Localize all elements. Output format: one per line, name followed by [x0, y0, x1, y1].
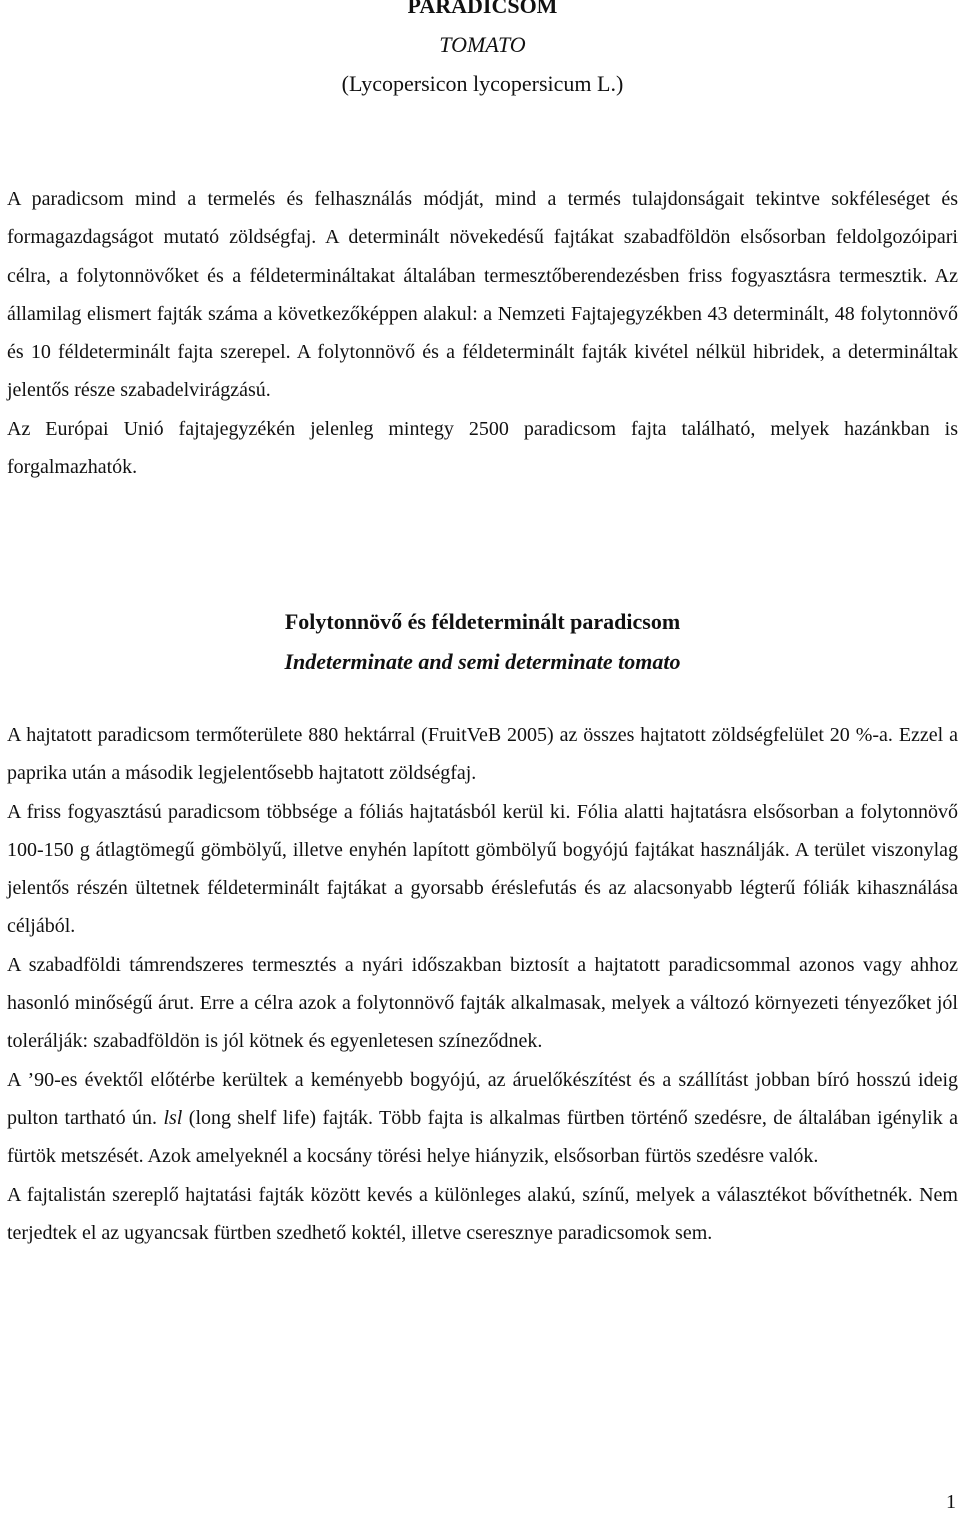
document-subtitle-english: TOMATO	[439, 32, 526, 57]
title-block	[7, 0, 958, 103]
paragraph-text: A ’90-es évektől előtérbe kerültek a keményebb bogyójú, az áruelőkészítést és a szállítást jobban bíró hosszú ideig pulton tartható ún.	[7, 1068, 958, 1129]
intro-section	[7, 180, 958, 486]
body-paragraph: A hajtatott paradicsom termőterülete 880 hektárral (FruitVeB 2005) az összes hajtatott zöldségfelület 20 %-a. Ezzel a paprika után a második legjelentősebb hajtatott zöldségfaj.	[7, 724, 958, 785]
paragraph-text: (long shelf life) fajták. Több fajta is alkalmas fürtben történő szedésre, de általában igénylik a fürtök metszését. Azok amelyeknél a kocsány törési helye hiányzik, elsősorban fürtös szedésre valók.	[7, 1106, 959, 1168]
page-number: 1	[946, 1491, 956, 1513]
abbreviation-lsl: lsl	[163, 1106, 183, 1129]
section-subtitle-english: Indeterminate and semi determinate tomato	[284, 649, 681, 674]
section-heading-block	[7, 602, 958, 682]
intro-paragraph: A paradicsom mind a termelés és felhasználás módját, mind a termés tulajdonságait tekintve sokféleséget és formagazdagságot mutató zöldségfaj. A determinált növekedésű fajtákat szabadföldön elsősorban feldolgozóipari célra, a folytonnövőket és a féldetermináltakat általában termesztőberendezésben friss fogyasztásra termesztik. Az államilag elismert fajták száma a következőképpen alakul: a Nemzeti Fajtajegyzékben 43 determinált, 48 folytonnövő és 10 féldeterminált fajta szerepel. A folytonnövő és a féldeterminált fajták kivétel nélkül hibridek, a determináltak jelentős része szabadelvirágzású.	[7, 188, 958, 402]
body-paragraph: A szabadföldi támrendszeres termesztés a nyári időszakban biztosít a hajtatott paradicsommal azonos vagy ahhoz hasonló minőségű árut. Erre a célra azok a folytonnövő fajták alkalmasak, melyek a változó környezeti tényezőket jól tolerálják: szabadföldön is jól kötnek és egyenletesen színeződnek.	[7, 953, 958, 1053]
body-paragraph: A friss fogyasztású paradicsom többsége a fóliás hajtatásból kerül ki. Fólia alatti hajtatásra elsősorban a folytonnövő 100-150 g átlagtömegű gömbölyű, illetve enyhén lapított gömbölyű bogyójú fajtákat használják. A terület viszonylag jelentős részén ültetnek féldeterminált fajtákat a gyorsabb éréslefutás és az alacsonyabb légterű fóliák kihasználása céljából.	[7, 800, 958, 938]
latin-name: (Lycopersicon lycopersicum L.)	[341, 71, 624, 96]
document-title: PARADICSOM	[407, 0, 558, 18]
section-title: Folytonnövő és féldeterminált paradicsom	[284, 609, 681, 634]
body-paragraph: A fajtalistán szereplő hajtatási fajták között kevés a különleges alakú, színű, melyek a választékot bővíthetnék. Nem terjedtek el az ugyancsak fürtben szedhető koktél, illetve cseresznye paradicsomok sem.	[7, 1183, 958, 1244]
section-body	[7, 716, 958, 1252]
body-paragraph	[7, 1061, 958, 1176]
intro-paragraph: Az Európai Unió fajtajegyzékén jelenleg mintegy 2500 paradicsom fajta található, melyek hazánkban is forgalmazhatók.	[7, 417, 958, 479]
